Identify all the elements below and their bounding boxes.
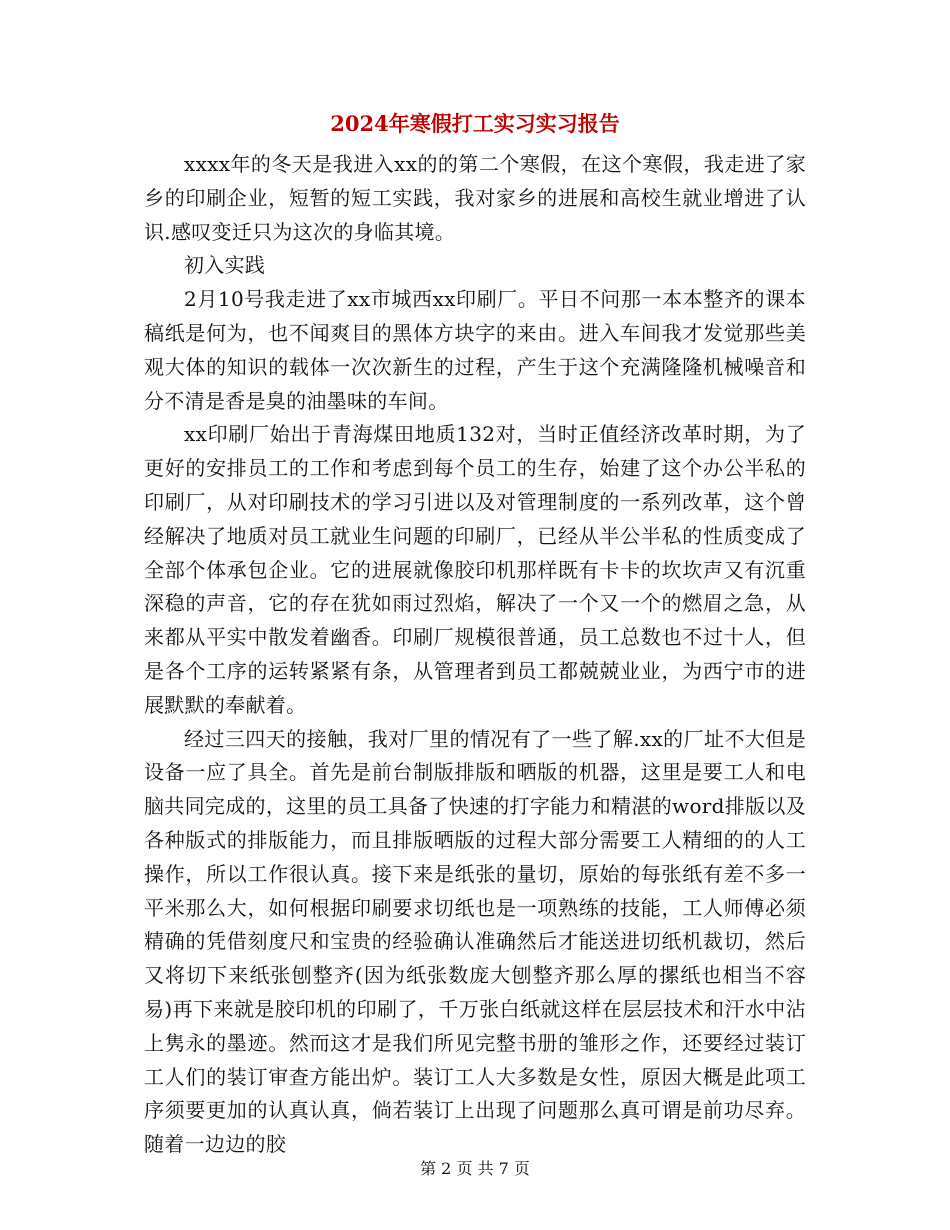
paragraph-intro: xxxx年的冬天是我进入xx的的第二个寒假，在这个寒假，我走进了家乡的印刷企业，短暂的短工实践，我对家乡的进展和高校生就业增进了认识.感叹变迁只为这次的身临其境。 xyxy=(144,152,806,244)
page-footer: 第 2 页 共 7 页 xyxy=(420,1159,530,1178)
paragraph-factory-process: 经过三四天的接触，我对厂里的情况有了一些了解.xx的厂址不大但是设备一应了具全。首先是前台制版排版和晒版的机器，这里是要工人和电脑共同完成的，这里的员工具备了快速的打字能力和精湛的word排版以及各种版式的排版能力，而且排版晒版的过程大部分需要工人精细的的人工操作，所以工作很认真。接下来是纸张的量切，原始的每张纸有差不多一平米那么大，如何根据印刷要求切纸也是一项熟练的技能，工人师傅必须精确的凭借刻度尺和宝贵的经验确认准确然后才能送进切纸机裁切，然后又将切下来纸张刨整齐(因为纸张数庞大刨整齐那么厚的摞纸也相当不容易)再下来就是胶印机的印刷了，千万张白纸就这样在层层技术和汗水中沾上隽永的墨迹。然而这才是我们所见完整书册的雏形之作，还要经过装订工人们的装订审查方能出炉。装订工人大多数是女性，原因大概是此项工序须要更加的认真认真，倘若装订上出现了问题那么真可谓是前功尽弃。随着一边边的胶 xyxy=(144,726,806,1157)
document-body xyxy=(144,148,806,1162)
paragraph-factory-history: xx印刷厂始出于青海煤田地质132对，当时正值经济改革时期，为了更好的安排员工的工作和考虑到每个员工的生存，始建了这个办公半私的印刷厂，从对印刷技术的学习引进以及对管理制度的一系列改革，这个曾经解决了地质对员工就业生问题的印刷厂，已经从半公半私的性质变成了全部个体承包企业。它的进展就像胶印机那样既有卡卡的坎坎声又有沉重深稳的声音，它的存在犹如雨过烈焰，解决了一个又一个的燃眉之急，从来都从平实中散发着幽香。印刷厂规模很普通，员工总数也不过十人，但是各个工序的运转紧紧有条，从管理者到员工都兢兢业业，为西宁市的进展默默的奉献着。 xyxy=(144,422,806,717)
document-title: 2024年寒假打工实习实习报告 xyxy=(330,111,620,136)
paragraph-first-day: 2月10号我走进了xx市城西xx印刷厂。平日不问那一本本整齐的课本稿纸是何为，也不闻爽目的黑体方块字的来由。进入车间我才发觉那些美观大体的知识的载体一次次新生的过程，产生于这个充满隆隆机械噪音和分不清是香是臭的油墨味的车间。 xyxy=(144,287,806,413)
section-heading: 初入实践 xyxy=(184,253,266,278)
